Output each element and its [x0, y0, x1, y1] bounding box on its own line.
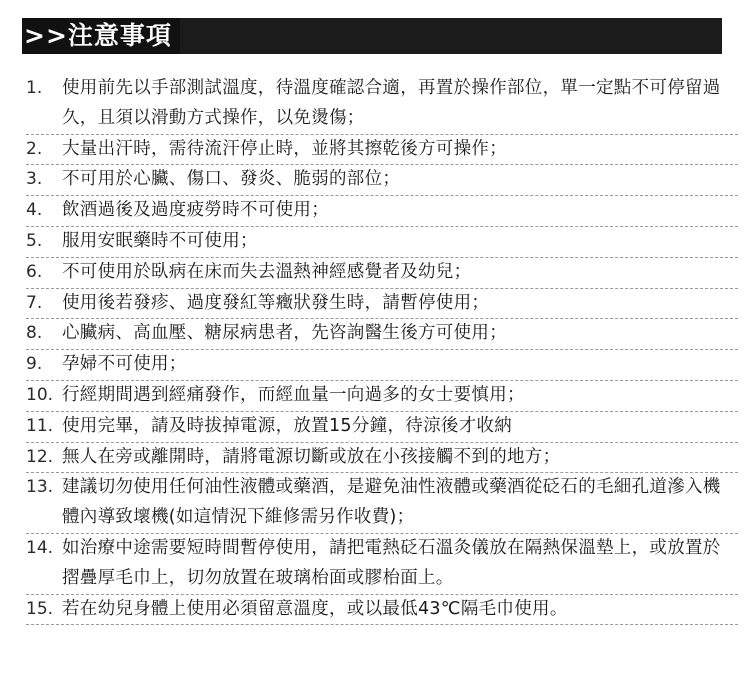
item-number: 4.: [26, 200, 43, 221]
section-title: >>注意事項: [22, 18, 180, 54]
list-item: [26, 258, 738, 289]
item-text: 孕婦不可使用；: [62, 354, 187, 375]
list-item: [26, 196, 738, 227]
item-number: 11.: [26, 415, 54, 436]
section-header-bar: [22, 18, 722, 54]
item-text: 不可用於心臟、傷口、發炎、脆弱的部位；: [62, 169, 401, 190]
list-item: [26, 595, 738, 626]
item-number: 12.: [26, 446, 54, 467]
item-text: 使用完畢，請及時拔掉電源，放置15分鐘，待涼後才收納: [62, 415, 513, 436]
item-text: 建議切勿使用任何油性液體或藥酒，是避免油性液體或藥酒從砭石的毛細孔道滲入機體內導致壞機(如這情況下維修需另作收費)；: [62, 477, 721, 528]
item-text: 心臟病、高血壓、糖尿病患者，先咨詢醫生後方可使用；: [62, 323, 507, 344]
item-text: 服用安眠藥時不可使用；: [62, 230, 258, 251]
list-item: [26, 319, 738, 350]
item-number: 13.: [26, 477, 54, 498]
list-item: [26, 350, 738, 381]
item-text: 使用前先以手部測試溫度，待溫度確認合適，再置於操作部位，單一定點不可停留過久，且須以滑動方式操作，以免燙傷；: [62, 78, 721, 128]
list-item: [26, 165, 738, 196]
item-text: 行經期間遇到經痛發作，而經血量一向過多的女士要慎用；: [62, 384, 525, 405]
list-item: [26, 227, 738, 258]
item-number: 7.: [26, 292, 43, 313]
list-item: [26, 443, 738, 474]
item-number: 6.: [26, 261, 43, 282]
list-item: [26, 289, 738, 320]
item-number: 2.: [26, 138, 43, 159]
item-number: 8.: [26, 323, 43, 344]
list-item: [26, 135, 738, 166]
item-number: 1.: [26, 78, 43, 98]
item-text: 如治療中途需要短時間暫停使用，請把電熱砭石溫灸儀放在隔熱保溫墊上，或放置於摺疊厚毛巾上，切勿放置在玻璃枱面或膠枱面上。: [62, 537, 721, 588]
item-text: 無人在旁或離開時，請將電源切斷或放在小孩接觸不到的地方；: [62, 446, 561, 467]
item-text: 不可使用於臥病在床而失去溫熱神經感覺者及幼兒；: [62, 261, 472, 282]
item-number: 10.: [26, 384, 54, 405]
list-item: [26, 74, 738, 135]
item-text: 飲酒過後及過度疲勞時不可使用；: [62, 200, 329, 221]
list-item: [26, 534, 738, 595]
list-item: [26, 412, 738, 443]
item-text: 若在幼兒身體上使用必須留意溫度，或以最低43℃隔毛巾使用。: [62, 598, 568, 619]
item-number: 3.: [26, 169, 43, 190]
precautions-list: [26, 74, 738, 625]
item-text: 使用後若發疹、過度發紅等癥狀發生時，請暫停使用；: [62, 292, 490, 313]
item-number: 15.: [26, 598, 54, 619]
item-number: 5.: [26, 230, 43, 251]
list-item: [26, 381, 738, 412]
item-text: 大量出汗時，需待流汗停止時，並將其擦乾後方可操作；: [62, 138, 507, 159]
item-number: 14.: [26, 537, 54, 558]
item-number: 9.: [26, 354, 43, 375]
list-item: [26, 473, 738, 534]
